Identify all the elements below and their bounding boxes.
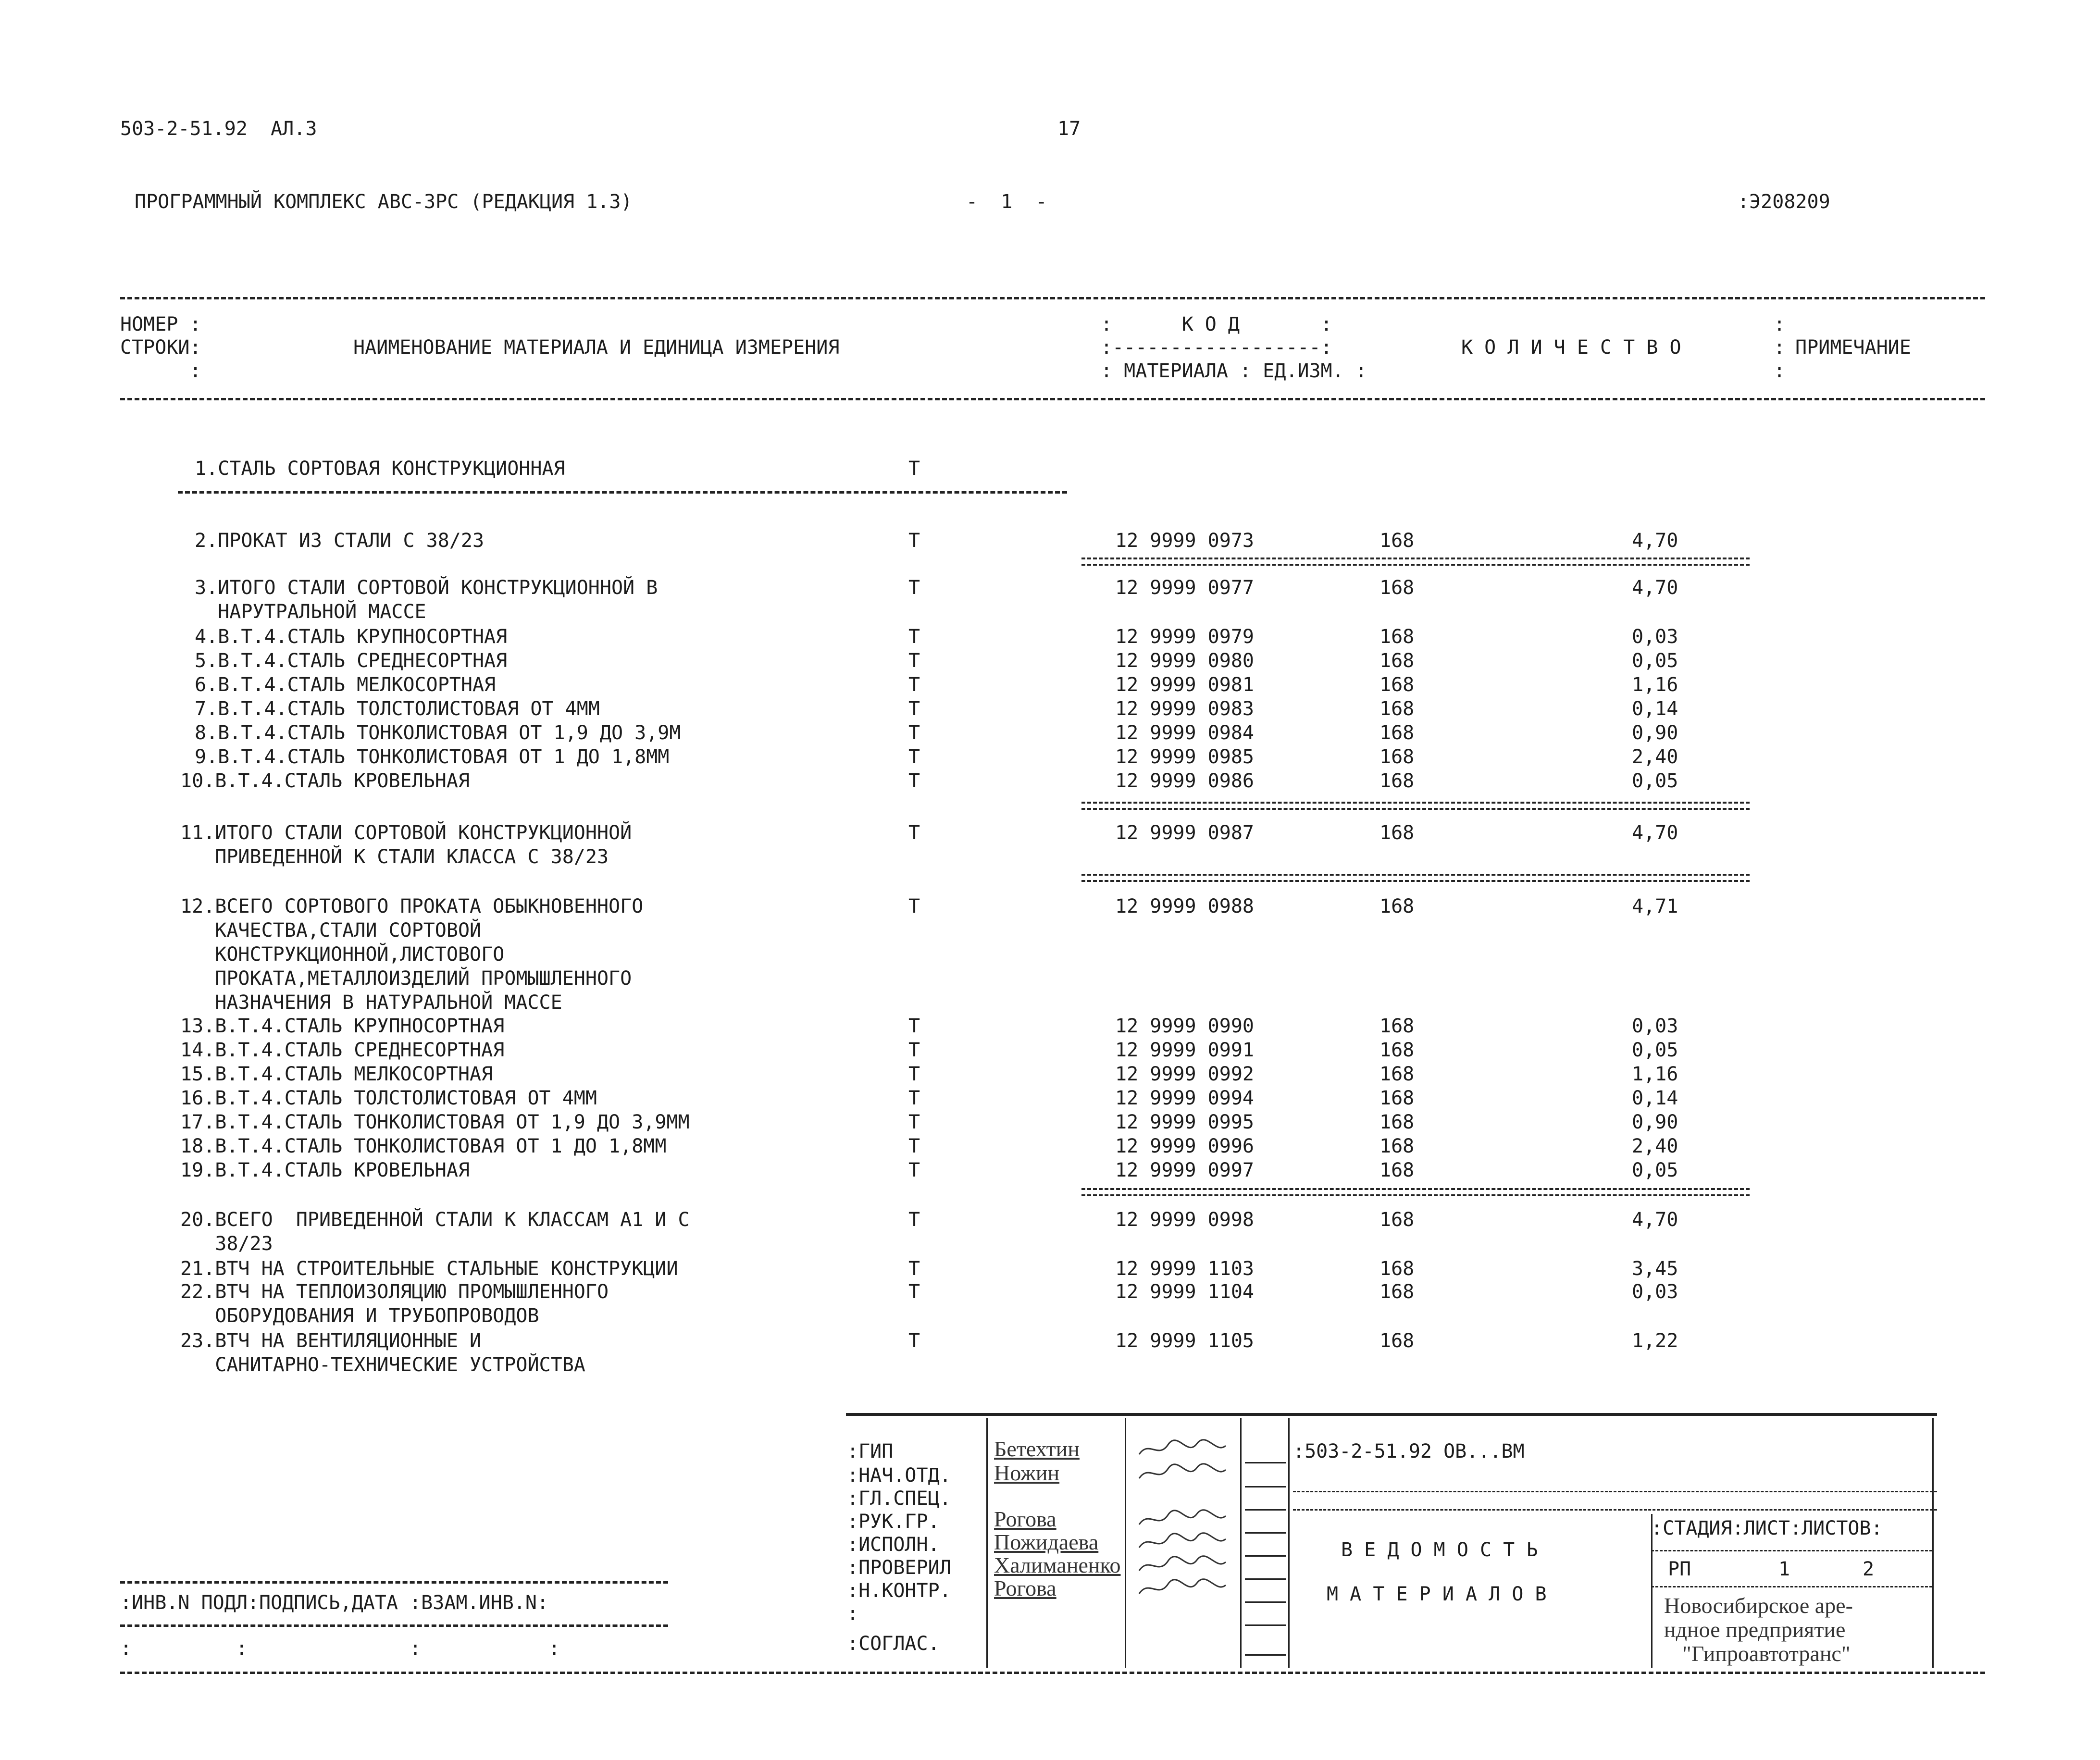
row-quantity: 4,70 (1632, 577, 1678, 599)
stamp-title-rule (1293, 1509, 1937, 1511)
row-quantity: 0,03 (1632, 1281, 1678, 1303)
stamp-divider (986, 1418, 988, 1668)
row-unit: Т (908, 674, 920, 696)
col-note: ПРИМЕЧАНИЕ (1795, 336, 1911, 359)
col-sep-1: : (1774, 313, 1786, 335)
date-field-line (1245, 1462, 1286, 1463)
col-code-title: : К О Д : (1101, 313, 1332, 335)
row-material-code: 12 9999 0986 (1115, 770, 1254, 792)
row-name-line: ПРИВЕДЕННОЙ К СТАЛИ КЛАССА С 38/23 (180, 846, 609, 868)
stamp-sheets-total: 2 (1863, 1558, 1875, 1580)
stamp-title-line2: М А Т Е Р И А Л О В (1327, 1583, 1547, 1605)
stamp-stage: РП (1668, 1558, 1691, 1580)
row-name-line: 15.В.Т.4.СТАЛЬ МЕЛКОСОРТНАЯ (180, 1063, 493, 1085)
stamp-name: Рогова (994, 1507, 1056, 1531)
stamp-name: Пожидаева (994, 1530, 1099, 1554)
row-name-line: 2.ПРОКАТ ИЗ СТАЛИ С 38/23 (195, 530, 485, 552)
row-unit: Т (908, 1111, 920, 1133)
row-quantity: 0,03 (1632, 626, 1678, 648)
row-quantity: 0,90 (1632, 722, 1678, 744)
row-unit: Т (908, 770, 920, 792)
total-separator (1081, 874, 1750, 882)
row-unit: Т (908, 1039, 920, 1061)
col-sep-3: : (1774, 360, 1786, 382)
row-name-line: 20.ВСЕГО ПРИВЕДЕННОЙ СТАЛИ К КЛАССАМ А1 И С (180, 1209, 690, 1231)
row-unit-code: 168 (1379, 1135, 1415, 1157)
row-unit: Т (908, 1209, 920, 1231)
stamp-right-border (1932, 1418, 1934, 1668)
total-separator (1081, 802, 1750, 810)
stamp-top-border (846, 1413, 1937, 1416)
row-quantity: 0,05 (1632, 770, 1678, 792)
row-quantity: 4,71 (1632, 895, 1678, 917)
row-material-code: 12 9999 0997 (1115, 1159, 1254, 1181)
row-unit-code: 168 (1379, 1063, 1415, 1085)
row-material-code: 12 9999 0981 (1115, 674, 1254, 696)
row-name-line: ОБОРУДОВАНИЯ И ТРУБОПРОВОДОВ (180, 1305, 539, 1327)
stamp-org-line1: Новосибирское аре- (1664, 1593, 1853, 1618)
row-quantity: 4,70 (1632, 1209, 1678, 1231)
header-bottom-rule (120, 398, 1985, 400)
row-unit-code: 168 (1379, 530, 1415, 552)
stamp-role: : (847, 1603, 859, 1625)
stamp-org-line3: "Гипроавтотранс" (1682, 1641, 1851, 1666)
col-row-number-l1: НОМЕР : (120, 313, 201, 335)
row-name-line: 23.ВТЧ НА ВЕНТИЛЯЦИОННЫЕ И (180, 1330, 482, 1352)
row-quantity: 0,14 (1632, 698, 1678, 720)
row-material-code: 12 9999 0979 (1115, 626, 1254, 648)
row-quantity: 0,05 (1632, 1159, 1678, 1181)
row-quantity: 1,16 (1632, 1063, 1678, 1085)
total-separator (1081, 558, 1750, 566)
row-unit-code: 168 (1379, 626, 1415, 648)
col-quantity: К О Л И Ч Е С Т В О (1461, 336, 1681, 359)
row-quantity: 1,22 (1632, 1330, 1678, 1352)
row-unit: Т (908, 577, 920, 599)
row-unit: Т (908, 698, 920, 720)
row-quantity: 4,70 (1632, 822, 1678, 844)
row-unit-code: 168 (1379, 577, 1415, 599)
stamp-role: :РУК.ГР. (847, 1511, 940, 1533)
row-name-line: 13.В.Т.4.СТАЛЬ КРУПНОСОРТНАЯ (180, 1015, 505, 1037)
row-unit: Т (908, 1015, 920, 1037)
row-unit-code: 168 (1379, 650, 1415, 672)
row-material-code: 12 9999 0980 (1115, 650, 1254, 672)
row-name-line: 9.В.Т.4.СТАЛЬ ТОНКОЛИСТОВАЯ ОТ 1 ДО 1,8ММ (195, 746, 670, 768)
stamp-name: Халиманенко (994, 1553, 1121, 1577)
row-material-code: 12 9999 0983 (1115, 698, 1254, 720)
col-code-subtitles: : МАТЕРИАЛА : ЕД.ИЗМ. : (1101, 360, 1367, 382)
document-code: :Э208209 (1738, 191, 1830, 213)
row-material-code: 12 9999 0988 (1115, 895, 1254, 917)
stamp-sheet: 1 (1778, 1558, 1790, 1580)
date-field-line (1245, 1486, 1286, 1487)
row-material-code: 12 9999 0992 (1115, 1063, 1254, 1085)
stamp-divider (1125, 1418, 1126, 1668)
date-field-line (1245, 1601, 1286, 1603)
row-name-line: 12.ВСЕГО СОРТОВОГО ПРОКАТА ОБЫКНОВЕННОГО (180, 895, 644, 917)
row-unit: Т (908, 650, 920, 672)
row-quantity: 2,40 (1632, 1135, 1678, 1157)
row-material-code: 12 9999 0987 (1115, 822, 1254, 844)
stamp-name: Рогова (994, 1576, 1056, 1600)
date-field-line (1245, 1578, 1286, 1580)
row-quantity: 0,90 (1632, 1111, 1678, 1133)
row-unit: Т (908, 626, 920, 648)
stamp-role: :ГИП (847, 1440, 894, 1463)
stamp-divider (1288, 1418, 1290, 1668)
row-name-line: 3.ИТОГО СТАЛИ СОРТОВОЙ КОНСТРУКЦИОННОЙ В (195, 577, 658, 599)
row-name-line: 11.ИТОГО СТАЛИ СОРТОВОЙ КОНСТРУКЦИОННОЙ (180, 822, 632, 844)
row-unit-code: 168 (1379, 895, 1415, 917)
stamp-role: :Н.КОНТР. (847, 1580, 951, 1602)
row-unit-code: 168 (1379, 1111, 1415, 1133)
total-separator (1081, 1188, 1750, 1196)
row-unit-code: 168 (1379, 770, 1415, 792)
inventory-top-rule (120, 1581, 668, 1584)
row-unit: Т (908, 1330, 920, 1352)
stamp-divider (1240, 1418, 1242, 1668)
row-unit-code: 168 (1379, 1159, 1415, 1181)
row-unit: Т (908, 746, 920, 768)
col-row-number-l2: СТРОКИ: (120, 336, 201, 359)
row-name-line: 1.СТАЛЬ СОРТОВАЯ КОНСТРУКЦИОННАЯ (195, 458, 565, 480)
row-quantity: 0,05 (1632, 650, 1678, 672)
row-name-line: НАРУТРАЛЬНОЙ МАССЕ (195, 601, 426, 623)
row-unit-code: 168 (1379, 698, 1415, 720)
row-material-code: 12 9999 0985 (1115, 746, 1254, 768)
row-unit: Т (908, 530, 920, 552)
row-material-code: 12 9999 1104 (1115, 1281, 1254, 1303)
row-unit: Т (908, 722, 920, 744)
header-top-rule (120, 297, 1985, 299)
date-field-line (1245, 1555, 1286, 1557)
date-field-line (1245, 1654, 1286, 1656)
signature-scribble (1134, 1574, 1230, 1603)
row-unit-code: 168 (1379, 722, 1415, 744)
stamp-stage-rule (1651, 1550, 1932, 1551)
stamp-name: Ножин (994, 1461, 1060, 1485)
row-unit: Т (908, 458, 920, 480)
date-field-line (1245, 1509, 1286, 1511)
stamp-org-line2: ндное предприятие (1664, 1617, 1846, 1642)
row-unit-code: 168 (1379, 1258, 1415, 1280)
row-name-line: 14.В.Т.4.СТАЛЬ СРЕДНЕСОРТНАЯ (180, 1039, 505, 1061)
row-unit: Т (908, 1087, 920, 1109)
stamp-stage-rule (1651, 1586, 1932, 1587)
sheet-marker: - 1 - (966, 191, 1047, 213)
row-name-line: 8.В.Т.4.СТАЛЬ ТОНКОЛИСТОВАЯ ОТ 1,9 ДО 3,9М (195, 722, 681, 744)
row-material-code: 12 9999 0977 (1115, 577, 1254, 599)
stamp-title-line1: В Е Д О М О С Т Ь (1341, 1539, 1538, 1561)
row-material-code: 12 9999 0984 (1115, 722, 1254, 744)
row-name-line: 17.В.Т.4.СТАЛЬ ТОНКОЛИСТОВАЯ ОТ 1,9 ДО 3,9ММ (180, 1111, 690, 1133)
row-material-code: 12 9999 0973 (1115, 530, 1254, 552)
row-name-line: 10.В.Т.4.СТАЛЬ КРОВЕЛЬНАЯ (180, 770, 470, 792)
row-unit-code: 168 (1379, 1209, 1415, 1231)
row-name-line: 21.ВТЧ НА СТРОИТЕЛЬНЫЕ СТАЛЬНЫЕ КОНСТРУКЦИИ (180, 1258, 678, 1280)
row-quantity: 1,16 (1632, 674, 1678, 696)
row-material-code: 12 9999 0995 (1115, 1111, 1254, 1133)
row-name-line: 18.В.Т.4.СТАЛЬ ТОНКОЛИСТОВАЯ ОТ 1 ДО 1,8ММ (180, 1135, 667, 1157)
col-material-name: НАИМЕНОВАНИЕ МАТЕРИАЛА И ЕДИНИЦА ИЗМЕРЕНИЯ (353, 336, 840, 359)
row-name-line: 22.ВТЧ НА ТЕПЛОИЗОЛЯЦИЮ ПРОМЫШЛЕННОГО (180, 1281, 609, 1303)
row-unit: Т (908, 822, 920, 844)
row-unit: Т (908, 895, 920, 917)
stamp-role: :ГЛ.СПЕЦ. (847, 1487, 951, 1510)
doc-reference: 503-2-51.92 АЛ.3 (120, 118, 317, 140)
inventory-cells: : : : : (120, 1637, 560, 1660)
stamp-role: :ИСПОЛН. (847, 1534, 940, 1556)
row-unit-code: 168 (1379, 1281, 1415, 1303)
row-name-line: ПРОКАТА,МЕТАЛЛОИЗДЕЛИЙ ПРОМЫШЛЕННОГО (180, 967, 632, 990)
row-quantity: 3,45 (1632, 1258, 1678, 1280)
inventory-header: :ИНВ.N ПОДЛ:ПОДПИСЬ,ДАТА :ВЗАМ.ИНВ.N: (120, 1592, 549, 1614)
row-unit: Т (908, 1159, 920, 1181)
row-unit-code: 168 (1379, 746, 1415, 768)
row-material-code: 12 9999 0994 (1115, 1087, 1254, 1109)
row-name-line: НАЗНАЧЕНИЯ В НАТУРАЛЬНОЙ МАССЕ (180, 992, 562, 1014)
row-unit: Т (908, 1063, 920, 1085)
row1-underline (178, 491, 1067, 494)
row-name-line: 4.В.Т.4.СТАЛЬ КРУПНОСОРТНАЯ (195, 626, 508, 648)
row-unit: Т (908, 1135, 920, 1157)
row-quantity: 0,05 (1632, 1039, 1678, 1061)
row-material-code: 12 9999 0996 (1115, 1135, 1254, 1157)
stamp-role: :СОГЛАС. (847, 1633, 940, 1655)
stamp-role: :ПРОВЕРИЛ (847, 1557, 951, 1579)
row-material-code: 12 9999 0990 (1115, 1015, 1254, 1037)
stamp-title-rule (1293, 1491, 1937, 1492)
date-field-line (1245, 1624, 1286, 1626)
inventory-mid-rule (120, 1624, 668, 1627)
row-unit: Т (908, 1258, 920, 1280)
row-quantity: 0,14 (1632, 1087, 1678, 1109)
row-material-code: 12 9999 1103 (1115, 1258, 1254, 1280)
row-name-line: 19.В.Т.4.СТАЛЬ КРОВЕЛЬНАЯ (180, 1159, 470, 1181)
row-material-code: 12 9999 0998 (1115, 1209, 1254, 1231)
stamp-name: Бетехтин (994, 1437, 1080, 1461)
row-unit-code: 168 (1379, 1330, 1415, 1352)
page-number: 17 (1057, 118, 1081, 140)
row-quantity: 2,40 (1632, 746, 1678, 768)
row-material-code: 12 9999 1105 (1115, 1330, 1254, 1352)
stamp-role: :НАЧ.ОТД. (847, 1464, 951, 1487)
row-material-code: 12 9999 0991 (1115, 1039, 1254, 1061)
stamp-stage-header: :СТАДИЯ:ЛИСТ:ЛИСТОВ: (1651, 1517, 1883, 1539)
row-quantity: 4,70 (1632, 530, 1678, 552)
row-unit-code: 168 (1379, 1039, 1415, 1061)
row-unit: Т (908, 1281, 920, 1303)
row-name-line: 38/23 (180, 1233, 273, 1255)
row-name-line: САНИТАРНО-ТЕХНИЧЕСКИЕ УСТРОЙСТВА (180, 1354, 585, 1376)
signature-scribble (1134, 1459, 1230, 1488)
row-name-line: 7.В.Т.4.СТАЛЬ ТОЛСТОЛИСТОВАЯ ОТ 4ММ (195, 698, 600, 720)
page-bottom-rule (120, 1672, 1985, 1674)
row-name-line: КАЧЕСТВА,СТАЛИ СОРТОВОЙ (180, 919, 482, 942)
row-unit-code: 168 (1379, 1087, 1415, 1109)
col-row-number-l3: : (120, 360, 201, 382)
row-unit-code: 168 (1379, 674, 1415, 696)
row-name-line: 5.В.Т.4.СТАЛЬ СРЕДНЕСОРТНАЯ (195, 650, 508, 672)
col-sep-2: : (1774, 336, 1786, 359)
row-name-line: КОНСТРУКЦИОННОЙ,ЛИСТОВОГО (180, 943, 505, 966)
col-code-separator: :------------------: (1101, 336, 1332, 359)
row-name-line: 6.В.Т.4.СТАЛЬ МЕЛКОСОРТНАЯ (195, 674, 496, 696)
date-field-line (1245, 1532, 1286, 1534)
row-quantity: 0,03 (1632, 1015, 1678, 1037)
program-title: ПРОГРАММНЫЙ КОМПЛЕКС АВС-3РС (РЕДАКЦИЯ 1.3) (135, 191, 633, 213)
row-unit-code: 168 (1379, 1015, 1415, 1037)
row-name-line: 16.В.Т.4.СТАЛЬ ТОЛСТОЛИСТОВАЯ ОТ 4ММ (180, 1087, 597, 1109)
row-unit-code: 168 (1379, 822, 1415, 844)
stamp-doc-number: :503-2-51.92 ОВ...ВМ (1293, 1440, 1525, 1463)
